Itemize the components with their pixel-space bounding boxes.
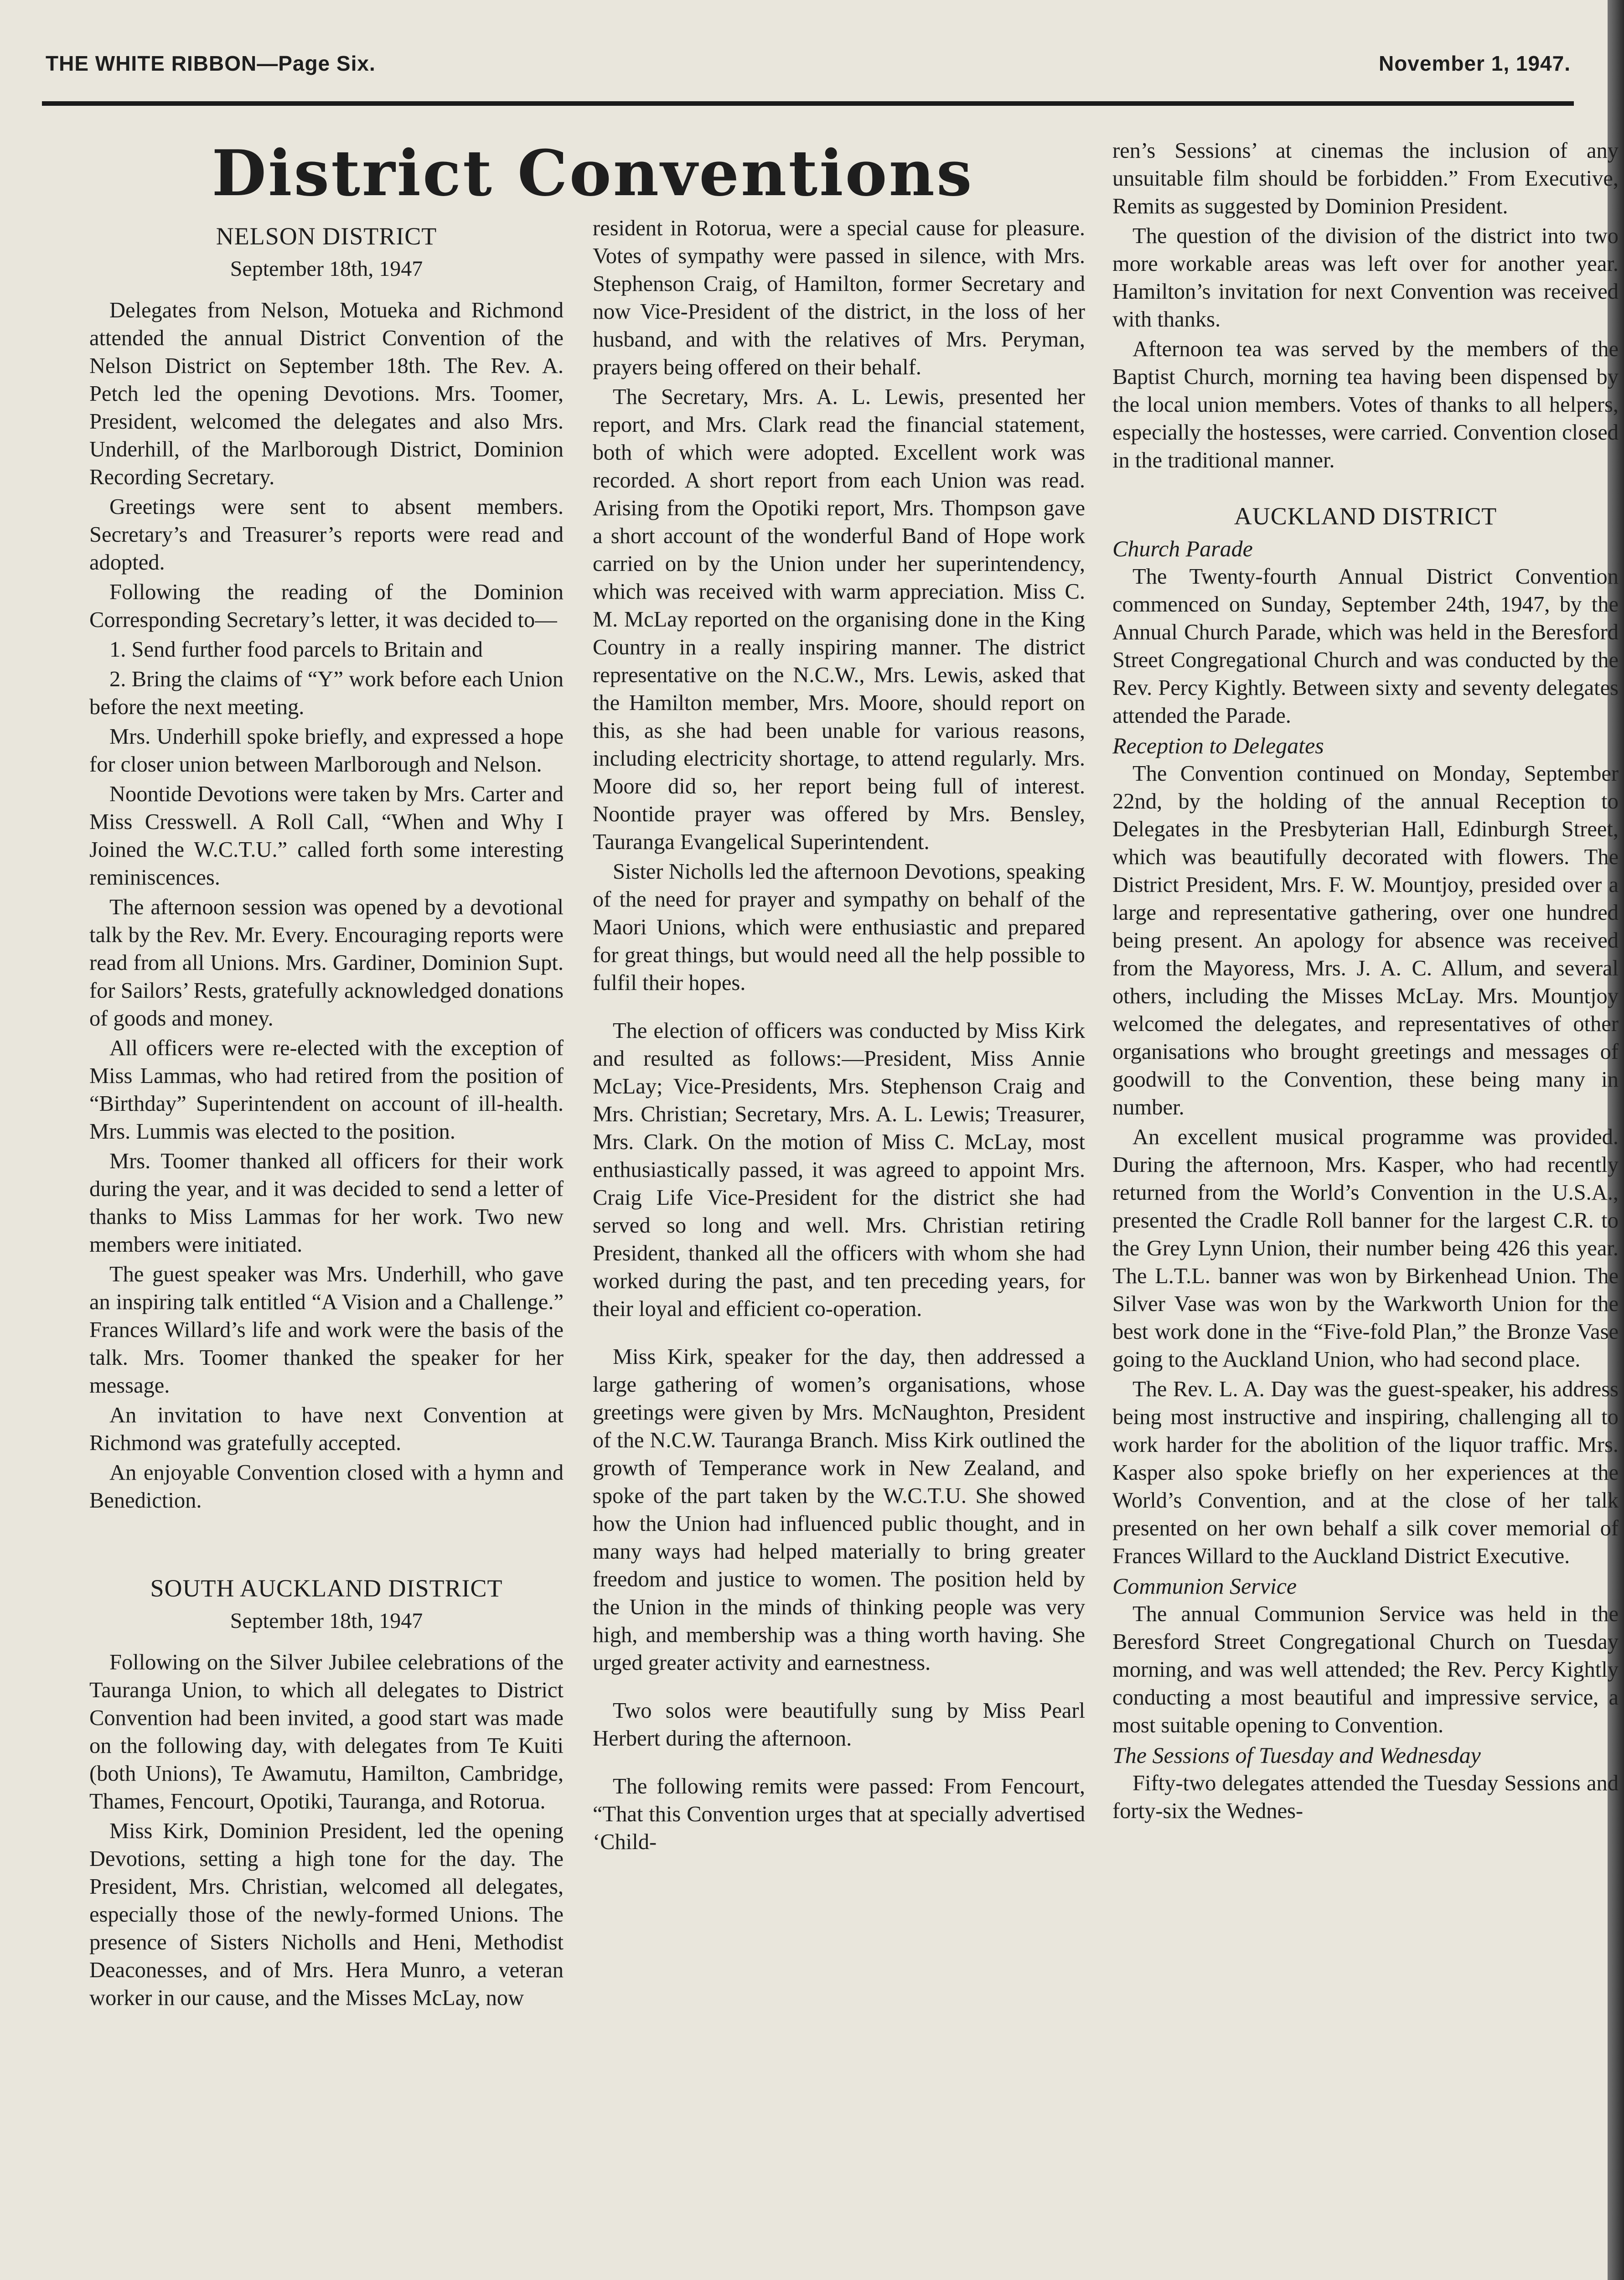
paragraph: 1. Send further food parcels to Britain and <box>109 637 483 662</box>
paragraph: The election of officers was conducted by Miss Kirk and resulted as follows:—President, Miss Annie McLay; Vice-Presidents, Mrs. Stephenson Craig and Mrs. Christian; Secretary, Mrs. A. L. Lewis; Treasurer, Mrs. Clark. On the motion of Miss C. McLay, most enthusiastically passed, it was agreed to appoint Mrs. Craig Life Vice-President for the district she had served so long and well. Mrs. Christian retiring President, thanked all the officers with whom she had worked during the past, and ten preceding years, for their loyal and efficient co-operation. <box>593 1019 1085 1321</box>
paragraph: Mrs. Underhill spoke briefly, and expressed a hope for closer union between Marlborough and Nelson. <box>89 725 564 777</box>
paragraph: The Twenty-fourth Annual District Convention commenced on Sunday, September 24th, 1947, by the Annual Church Parade, which was held in the Beresford Street Congregational Church and was conducted by the Rev. Percy Kightly. Between sixty and seventy delegates attended the Parade. <box>1112 565 1619 728</box>
paragraph: All officers were re-elected with the exception of Miss Lammas, who had retired from the position of “Birthday” Superintendent on account of ill-health. Mrs. Lummis was elected to the position. <box>89 1036 564 1144</box>
paragraph: Noontide Devotions were taken by Mrs. Carter and Miss Cresswell. A Roll Call, “When and Why I Joined the W.C.T.U.” called forth some interesting reminiscences. <box>89 782 564 890</box>
nelson-article <box>89 296 564 1514</box>
paragraph: An excellent musical programme was provided. During the afternoon, Mrs. Kasper, who had recently returned from the World’s Convention in the U.S.A., presented the Cradle Roll banner for the largest C.R. to the Grey Lynn Union, their number being 426 this year. The L.T.L. banner was won by Birkenhead Union. The Silver Vase was won by the Warkworth Union for the best work done in the “Five-fold Plan,” the Bronze Vase going to the Auckland Union, who had second place. <box>1112 1125 1619 1372</box>
headline: District Conventions <box>212 136 974 210</box>
paragraph: Miss Kirk, Dominion President, led the opening Devotions, setting a high tone for the day. The President, Mrs. Christian, welcomed all delegates, especially those of the newly-formed Unions. The presence of Sisters Nicholls and Heni, Methodist Deaconesses, and of Mrs. Hera Munro, a veteran worker in our cause, and the Misses McLay, now <box>89 1819 564 2010</box>
column-right <box>1112 137 1619 2280</box>
paragraph: The question of the division of the district into two more workable areas was left over for another year. Hamilton’s invitation for next Convention was received with thanks. <box>1112 224 1619 332</box>
paragraph: Following on the Silver Jubilee celebrations of the Tauranga Union, to which all delegates to District Convention had been invited, a good start was made on the following day, with delegates from Te Kuiti (both Unions), Te Awamutu, Hamilton, Cambridge, Thames, Fencourt, Opotiki, Tauranga, and Rotorua. <box>89 1650 564 1814</box>
header-rule <box>42 101 1574 106</box>
paragraph: Following the reading of the Dominion Corresponding Secretary’s letter, it was decided to— <box>89 580 564 632</box>
paragraph: Miss Kirk, speaker for the day, then addressed a large gathering of women’s organisations, whose greetings were given by Mrs. McNaughton, President of the N.C.W. Tauranga Branch. Miss Kirk outlined the growth of Temperance work in New Zealand, and spoke of the part taken by the W.C.T.U. She showed how the Union had influenced public thought, and in many ways had helped materially to bring greater freedom and justice to women. The position held by the Union in the minds of thinking people was very high, and membership was a thing worth having. She urged greater activity and earnestness. <box>593 1345 1085 1675</box>
paragraph: An invitation to have next Convention at Richmond was gratefully accepted. <box>89 1403 564 1455</box>
paragraph: 2. Bring the claims of “Y” work before each Union before the next meeting. <box>89 667 564 719</box>
subheading-reception: Reception to Delegates <box>1112 733 1324 758</box>
paragraph: The Convention continued on Monday, September 22nd, by the holding of the annual Reception to Delegates in the Presbyterian Hall, Edinburgh Street, which was beautifully decorated with flowers. The District President, Mrs. F. W. Mountjoy, presided over a large and representative gathering, over one hundred being present. An apology for absence was received from the Mayoress, Mrs. J. A. C. Allum, and several others, including the Misses McLay. Mrs. Mountjoy welcomed the delegates, and representatives of other organisations who brought greetings and messages of goodwill to the Convention, these being many in number. <box>1112 762 1619 1119</box>
south-auckland-article-start <box>89 1648 564 2012</box>
paragraph-continued: ren’s Sessions’ at cinemas the inclusion of any unsuitable film should be forbidden.” From Executive, Remits as suggested by Dominion President. <box>1112 139 1619 218</box>
paragraph-continued: resident in Rotorua, were a special cause for pleasure. Votes of sympathy were passed in silence, with Mrs. Stephenson Craig, of Hamilton, former Secretary and now Vice-President of the district, in the loss of her husband, and with the relatives of Mrs. Peryman, prayers being offered on their behalf. <box>593 216 1085 379</box>
paragraph: Sister Nicholls led the afternoon Devotions, speaking of the need for prayer and sympathy on behalf of the Maori Unions, which were enthusiastic and prepared for great things, but would need all the help possible to fulfil their hopes. <box>593 860 1085 995</box>
section-heading-auckland: AUCKLAND DISTRICT <box>1234 503 1497 530</box>
paragraph: An enjoyable Convention closed with a hymn and Benediction. <box>89 1461 564 1513</box>
subheading-church-parade: Church Parade <box>1112 536 1253 561</box>
subheading-communion: Communion Service <box>1112 1573 1297 1599</box>
paragraph: The Secretary, Mrs. A. L. Lewis, presented her report, and Mrs. Clark read the financial statement, both of which were adopted. Excellent work was recorded. A short report from each Union was read. Arising from the Opotiki report, Mrs. Thompson gave a short account of the wonderful Band of Hope work carried on by the Union under her superintendency, which was received with warm appreciation. Miss C. M. McLay reported on the organising done in the King Country in a really inspiring manner. The district representative on the N.C.W., Mrs. Lewis, asked that the Hamilton member, Mrs. Moore, should report on this, as she had been unable for various reasons, including electricity shortage, to attend regularly. Mrs. Moore did so, her report being full of interest. Noontide prayer was offered by Mrs. Bensley, Tauranga Evangelical Superintendent. <box>593 385 1085 854</box>
paragraph: Fifty-two delegates attended the Tuesday Sessions and forty-six the Wednes- <box>1112 1771 1619 1823</box>
paragraph: The afternoon session was opened by a devotional talk by the Rev. Mr. Every. Encouraging reports were read from all Unions. Mrs. Gardiner, Dominion Supt. for Sailors’ Rests, gratefully acknowledged donations of goods and money. <box>89 895 564 1031</box>
paragraph: Delegates from Nelson, Motueka and Richmond attended the annual District Convention of the Nelson District on September 18th. The Rev. A. Petch led the opening Devotions. Mrs. Toomer, President, welcomed the delegates and also Mrs. Underhill, of the Marlborough District, Dominion Recording Secretary. <box>89 298 564 489</box>
subheading-sessions: The Sessions of Tuesday and Wednesday <box>1112 1742 1481 1768</box>
paragraph: The following remits were passed: From Fencourt, “That this Convention urges that at specially advertised ‘Child- <box>593 1774 1085 1854</box>
paragraph: The guest speaker was Mrs. Underhill, who gave an inspiring talk entitled “A Vision and a Challenge.” Frances Willard’s life and work were the basis of the talk. Mrs. Toomer thanked the speaker for her message. <box>89 1262 564 1398</box>
page-header-title: THE WHITE RIBBON—Page Six. <box>46 52 376 75</box>
paragraph: Mrs. Toomer thanked all officers for their work during the year, and it was decided to send a letter of thanks to Miss Lammas for her work. Two new members were initiated. <box>89 1149 564 1257</box>
section-date-south-auckland: September 18th, 1947 <box>230 1609 423 1633</box>
paragraph: The annual Communion Service was held in the Beresford Street Congregational Church on Tuesday morning, and was well attended; the Rev. Percy Kightly conducting a most beautiful and impressive service, a most suitable opening to Convention. <box>1112 1602 1619 1737</box>
page-header <box>46 51 1571 83</box>
section-heading-south-auckland: SOUTH AUCKLAND DISTRICT <box>150 1575 503 1602</box>
section-heading-nelson: NELSON DISTRICT <box>216 223 437 250</box>
section-date-nelson: September 18th, 1947 <box>230 257 423 281</box>
paragraph: Afternoon tea was served by the members of the Baptist Church, morning tea having been dispensed by the local union members. Votes of thanks to all helpers, especially the hostesses, were carried. Convention closed in the traditional manner. <box>1112 337 1619 472</box>
paragraph: The Rev. L. A. Day was the guest-speaker, his address being most instructive and inspiring, challenging all to work harder for the abolition of the liquor traffic. Mrs. Kasper also spoke briefly on her experiences at the World’s Convention, and at the close of her talk presented on her own behalf a silk cover memorial of Frances Willard to the Auckland District Executive. <box>1112 1377 1619 1568</box>
paragraph: Two solos were beautifully sung by Miss Pearl Herbert during the afternoon. <box>593 1699 1085 1751</box>
page-header-date: November 1, 1947. <box>1378 52 1571 75</box>
column-middle <box>593 214 1085 2280</box>
column-left <box>89 214 564 2280</box>
paragraph: Greetings were sent to absent members. Secretary’s and Treasurer’s reports were read and adopted. <box>89 495 564 575</box>
